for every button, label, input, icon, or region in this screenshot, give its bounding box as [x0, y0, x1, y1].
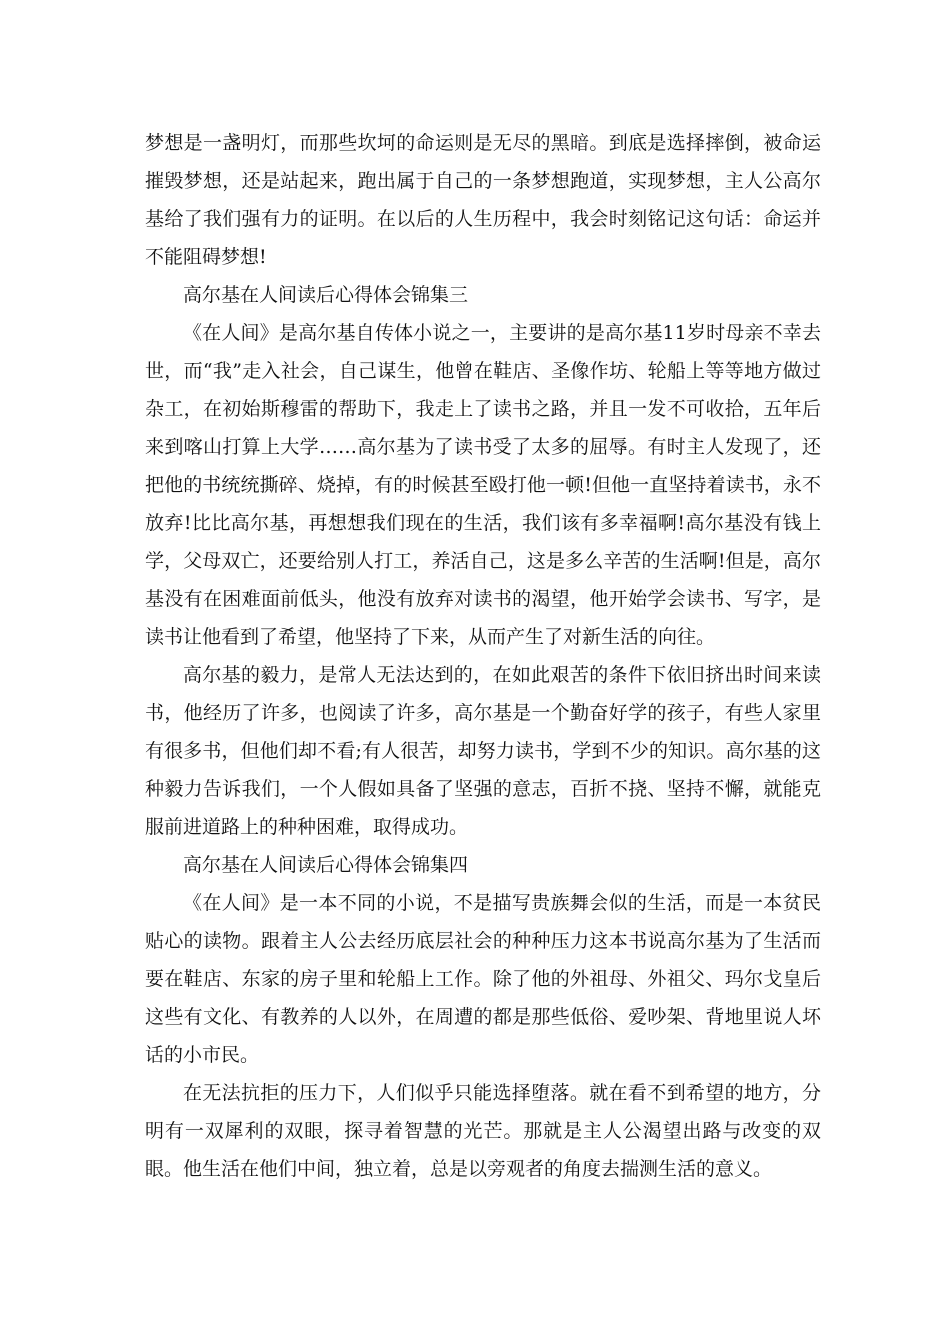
- paragraph-pressure-and-hope: 在无法抗拒的压力下，人们似乎只能选择堕落。就在看不到希望的地方，分明有一双犀利的双眼，探寻着智慧的光芒。那就是主人公渴望出路与改变的双眼。他生活在他们中间，独立着，总是以旁观者的角度去揣测生活的意义。: [145, 1082, 821, 1180]
- paragraph-in-the-world-summary: 《在人间》是高尔基自传体小说之一，主要讲的是高尔基11岁时母亲不幸去世，而“我”走入社会，自己谋生，他曾在鞋店、圣像作坊、轮船上等等地方做过杂工，在初始斯穆雷的帮助下，我走上了读书之路，并且一发不可收拾，五年后来到喀山打算上大学……高尔基为了读书受了太多的屈辱。有时主人发现了，还把他的书统统撕碎、烧掉，有的时候甚至殴打他一顿!但他一直坚持着读书，永不放弃!比比高尔基，再想想我们现在的生活，我们该有多幸福啊!高尔基没有钱上学，父母双亡，还要给别人打工，养活自己，这是多么辛苦的生活啊!但是，高尔基没有在困难面前低头，他没有放弃对读书的渴望，他开始学会读书、写字，是读书让他看到了希望，他坚持了下来，从而产生了对新生活的向往。: [145, 322, 821, 648]
- section-heading-three: 高尔基在人间读后心得体会锦集三: [183, 284, 469, 306]
- paragraph-novel-description: 《在人间》是一本不同的小说，不是描写贵族舞会似的生活，而是一本贫民贴心的读物。跟着主人公去经历底层社会的种种压力这本书说高尔基为了生活而要在鞋店、东家的房子里和轮船上工作。除了他的外祖母、外祖父、玛尔戈皇后这些有文化、有教养的人以外，在周遭的都是那些低俗、爱吵架、背地里说人坏话的小市民。: [145, 892, 821, 1066]
- document-body: [145, 124, 821, 1188]
- paragraph-dream-conclusion: 梦想是一盏明灯，而那些坎坷的命运则是无尽的黑暗。到底是选择摔倒，被命运摧毁梦想，还是站起来，跑出属于自己的一条梦想跑道，实现梦想，主人公高尔基给了我们强有力的证明。在以后的人生历程中，我会时刻铭记这句话：命运并不能阻碍梦想!: [145, 132, 821, 268]
- section-heading-four: 高尔基在人间读后心得体会锦集四: [183, 854, 469, 876]
- paragraph-perseverance: 高尔基的毅力，是常人无法达到的，在如此艰苦的条件下依旧挤出时间来读书，他经历了许多，也阅读了许多，高尔基是一个勤奋好学的孩子，有些人家里有很多书，但他们却不看;有人很苦，却努力读书，学到不少的知识。高尔基的这种毅力告诉我们，一个人假如具备了坚强的意志，百折不挠、坚持不懈，就能克服前进道路上的种种困难，取得成功。: [145, 664, 821, 838]
